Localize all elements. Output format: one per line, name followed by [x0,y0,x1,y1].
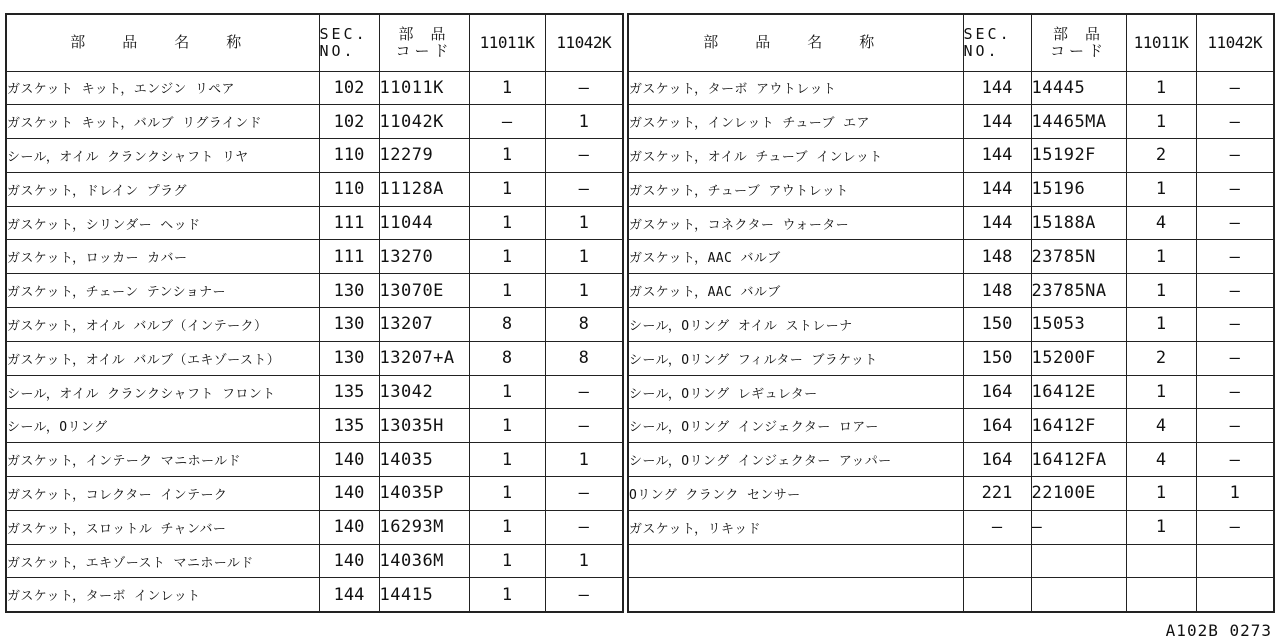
section-number: 221 [963,477,1031,511]
parts-rows-left [6,71,623,612]
qty-11011k [1126,544,1196,578]
part-code: 11044 [379,206,469,240]
table-row [628,308,1274,342]
part-code: 14036M [379,544,469,578]
section-number: 130 [319,274,379,308]
part-code: 14445 [1031,71,1126,105]
qty-11011k: 1 [1126,510,1196,544]
qty-11042k: – [545,71,623,105]
table-row [628,341,1274,375]
qty-11011k: 1 [469,206,545,240]
qty-11011k: – [469,105,545,139]
section-number: 140 [319,544,379,578]
part-name: ガスケット，チューブ アウトレット [628,172,963,206]
table-row [6,341,623,375]
qty-11042k: – [1196,341,1274,375]
qty-11042k: 1 [545,105,623,139]
part-name: ガスケット，コレクター インテーク [6,477,319,511]
table-row [628,139,1274,173]
header-sec-line2: NO. [319,41,356,60]
header-part-code [1031,14,1126,71]
section-number: 144 [963,139,1031,173]
part-name: ガスケット，エキゾースト マニホールド [6,544,319,578]
section-number: 148 [963,274,1031,308]
part-code: 11128A [379,172,469,206]
qty-11011k: 8 [469,308,545,342]
table-row [6,206,623,240]
part-code [1031,578,1126,612]
qty-11011k: 1 [469,578,545,612]
part-code: 15188A [1031,206,1126,240]
section-number: 150 [963,341,1031,375]
qty-11042k: – [1196,139,1274,173]
header-kit-11042k: 11042K [1196,14,1274,71]
part-code: 11042K [379,105,469,139]
part-code: 12279 [379,139,469,173]
part-name: シール，Oリング オイル ストレーナ [628,308,963,342]
table-row [6,409,623,443]
qty-11042k: – [545,409,623,443]
table-row [6,71,623,105]
part-name: ガスケット，シリンダー ヘッド [6,206,319,240]
qty-11042k: – [545,139,623,173]
part-code [1031,544,1126,578]
qty-11042k [1196,578,1274,612]
table-row [6,510,623,544]
drawing-number: A102B 0273 [1165,621,1272,640]
part-name: シール，オイル クランクシャフト フロント [6,375,319,409]
part-code: 16412E [1031,375,1126,409]
section-number: 140 [319,510,379,544]
part-name: ガスケット，リキッド [628,510,963,544]
qty-11011k: 1 [469,544,545,578]
qty-11042k: 1 [545,544,623,578]
qty-11011k: 1 [469,409,545,443]
section-number: 135 [319,375,379,409]
header-sec-line1: SEC. [963,24,1012,43]
qty-11042k: – [1196,172,1274,206]
qty-11011k: 4 [1126,443,1196,477]
table-row [6,274,623,308]
section-number: 102 [319,71,379,105]
qty-11042k [1196,544,1274,578]
qty-11042k: – [545,510,623,544]
qty-11011k: 2 [1126,341,1196,375]
part-name: シール，オイル クランクシャフト リヤ [6,139,319,173]
qty-11011k: 1 [469,172,545,206]
section-number [963,544,1031,578]
part-name: ガスケット キット，バルブ リグラインド [6,105,319,139]
part-name: シール，Oリング インジェクター アッパー [628,443,963,477]
part-code: 14465MA [1031,105,1126,139]
part-code: 13042 [379,375,469,409]
header-sec-no [963,14,1031,71]
section-number: 164 [963,443,1031,477]
table-row [628,274,1274,308]
part-name: ガスケット，チェーン テンショナー [6,274,319,308]
header-row [6,14,623,71]
part-code: 14035 [379,443,469,477]
part-name: ガスケット，ターボ インレット [6,578,319,612]
section-number: 164 [963,409,1031,443]
qty-11042k: – [1196,105,1274,139]
section-number: 130 [319,341,379,375]
qty-11011k: 1 [1126,240,1196,274]
qty-11042k: – [1196,206,1274,240]
qty-11011k: 1 [469,443,545,477]
table-row [628,409,1274,443]
table-row [6,544,623,578]
part-name: ガスケット，インテーク マニホールド [6,443,319,477]
part-code: 13207+A [379,341,469,375]
table-row [628,510,1274,544]
section-number: 140 [319,477,379,511]
part-name: ガスケット，AAC バルブ [628,240,963,274]
part-name: シール，Oリング レギュレター [628,375,963,409]
table-row [628,443,1274,477]
part-code: 13035H [379,409,469,443]
section-number: 140 [319,443,379,477]
table-row [6,375,623,409]
part-name: ガスケット，スロットル チャンバー [6,510,319,544]
section-number: 111 [319,240,379,274]
part-code: 23785N [1031,240,1126,274]
part-name: ガスケット，ドレイン プラグ [6,172,319,206]
table-row [6,443,623,477]
section-number: 130 [319,308,379,342]
part-name: ガスケット，ターボ アウトレット [628,71,963,105]
part-name: シール，Oリング インジェクター ロアー [628,409,963,443]
table-row [628,71,1274,105]
part-code: 22100E [1031,477,1126,511]
part-code: 16412FA [1031,443,1126,477]
qty-11011k: 8 [469,341,545,375]
table-row [628,375,1274,409]
part-name: Oリング クランク センサー [628,477,963,511]
qty-11042k: – [545,172,623,206]
part-code: 15200F [1031,341,1126,375]
section-number: 150 [963,308,1031,342]
part-code: – [1031,510,1126,544]
part-name: ガスケット，コネクター ウォーター [628,206,963,240]
table-row [628,477,1274,511]
header-sec-line1: SEC. [319,24,368,43]
section-number: 164 [963,375,1031,409]
part-code: 13270 [379,240,469,274]
table-row [6,105,623,139]
part-code: 23785NA [1031,274,1126,308]
qty-11042k: – [1196,409,1274,443]
table-row [6,139,623,173]
qty-11011k: 1 [469,71,545,105]
table-row [6,240,623,274]
header-kit-11011k: 11011K [469,14,545,71]
qty-11011k: 1 [469,510,545,544]
qty-11011k: 1 [469,274,545,308]
section-number: 135 [319,409,379,443]
table-row [628,240,1274,274]
table-row [6,578,623,612]
parts-rows-right [628,71,1274,612]
qty-11042k: – [1196,71,1274,105]
section-number: 110 [319,139,379,173]
qty-11011k: 2 [1126,139,1196,173]
qty-11042k: 1 [545,443,623,477]
part-code: 14415 [379,578,469,612]
qty-11042k: – [1196,308,1274,342]
qty-11011k: 1 [1126,477,1196,511]
table-row [628,105,1274,139]
qty-11042k: – [1196,510,1274,544]
parts-table-left [5,13,624,613]
part-name: ガスケット，オイル バルブ（インテーク） [6,308,319,342]
qty-11011k: 1 [469,477,545,511]
header-kit-11011k: 11011K [1126,14,1196,71]
qty-11042k: – [1196,375,1274,409]
qty-11042k: 8 [545,341,623,375]
part-name: シール，Oリング [6,409,319,443]
qty-11011k: 1 [1126,172,1196,206]
qty-11042k: – [545,477,623,511]
part-name: ガスケット，オイル チューブ インレット [628,139,963,173]
table-row [628,578,1274,612]
qty-11042k: – [1196,240,1274,274]
section-number: 144 [319,578,379,612]
qty-11011k: 1 [469,139,545,173]
qty-11011k: 4 [1126,206,1196,240]
qty-11011k: 1 [1126,308,1196,342]
part-name: ガスケット，インレット チューブ エア [628,105,963,139]
section-number: 144 [963,71,1031,105]
table-row [6,308,623,342]
header-sec-no [319,14,379,71]
header-row [628,14,1274,71]
section-number: 148 [963,240,1031,274]
section-number: – [963,510,1031,544]
header-sec-line2: NO. [963,41,1000,60]
section-number: 144 [963,172,1031,206]
header-code-line2: コード [395,41,453,60]
qty-11011k: 1 [1126,375,1196,409]
header-part-name: 部 品 名 称 [6,14,319,71]
part-name: ガスケット キット，エンジン リペア [6,71,319,105]
qty-11042k: 1 [545,206,623,240]
qty-11042k: 8 [545,308,623,342]
qty-11042k: – [545,375,623,409]
part-code: 16293M [379,510,469,544]
part-name [628,544,963,578]
header-kit-11042k: 11042K [545,14,623,71]
header-code-line1: 部 品 [1052,24,1105,43]
qty-11011k: 1 [469,375,545,409]
part-name: ガスケット，ロッカー カバー [6,240,319,274]
header-part-name: 部 品 名 称 [628,14,963,71]
qty-11042k: – [545,578,623,612]
header-code-line2: コード [1049,41,1107,60]
header-code-line1: 部 品 [398,24,450,43]
qty-11042k: 1 [1196,477,1274,511]
section-number: 111 [319,206,379,240]
qty-11011k: 1 [469,240,545,274]
part-name [628,578,963,612]
table-row [6,172,623,206]
part-code: 13207 [379,308,469,342]
qty-11042k: – [1196,443,1274,477]
qty-11042k: 1 [545,240,623,274]
table-row [628,544,1274,578]
part-code: 14035P [379,477,469,511]
qty-11011k [1126,578,1196,612]
section-number: 110 [319,172,379,206]
table-row [6,477,623,511]
header-part-code [379,14,469,71]
part-name: ガスケット，AAC バルブ [628,274,963,308]
part-code: 15196 [1031,172,1126,206]
section-number [963,578,1031,612]
part-code: 11011K [379,71,469,105]
table-row [628,206,1274,240]
part-code: 15192F [1031,139,1126,173]
qty-11011k: 1 [1126,105,1196,139]
part-code: 16412F [1031,409,1126,443]
part-code: 15053 [1031,308,1126,342]
section-number: 102 [319,105,379,139]
qty-11042k: 1 [545,274,623,308]
parts-table-right [627,13,1275,613]
section-number: 144 [963,206,1031,240]
qty-11011k: 1 [1126,274,1196,308]
part-code: 13070E [379,274,469,308]
qty-11011k: 4 [1126,409,1196,443]
part-name: ガスケット，オイル バルブ（エキゾースト） [6,341,319,375]
table-row [628,172,1274,206]
qty-11011k: 1 [1126,71,1196,105]
section-number: 144 [963,105,1031,139]
part-name: シール，Oリング フィルター ブラケット [628,341,963,375]
qty-11042k: – [1196,274,1274,308]
